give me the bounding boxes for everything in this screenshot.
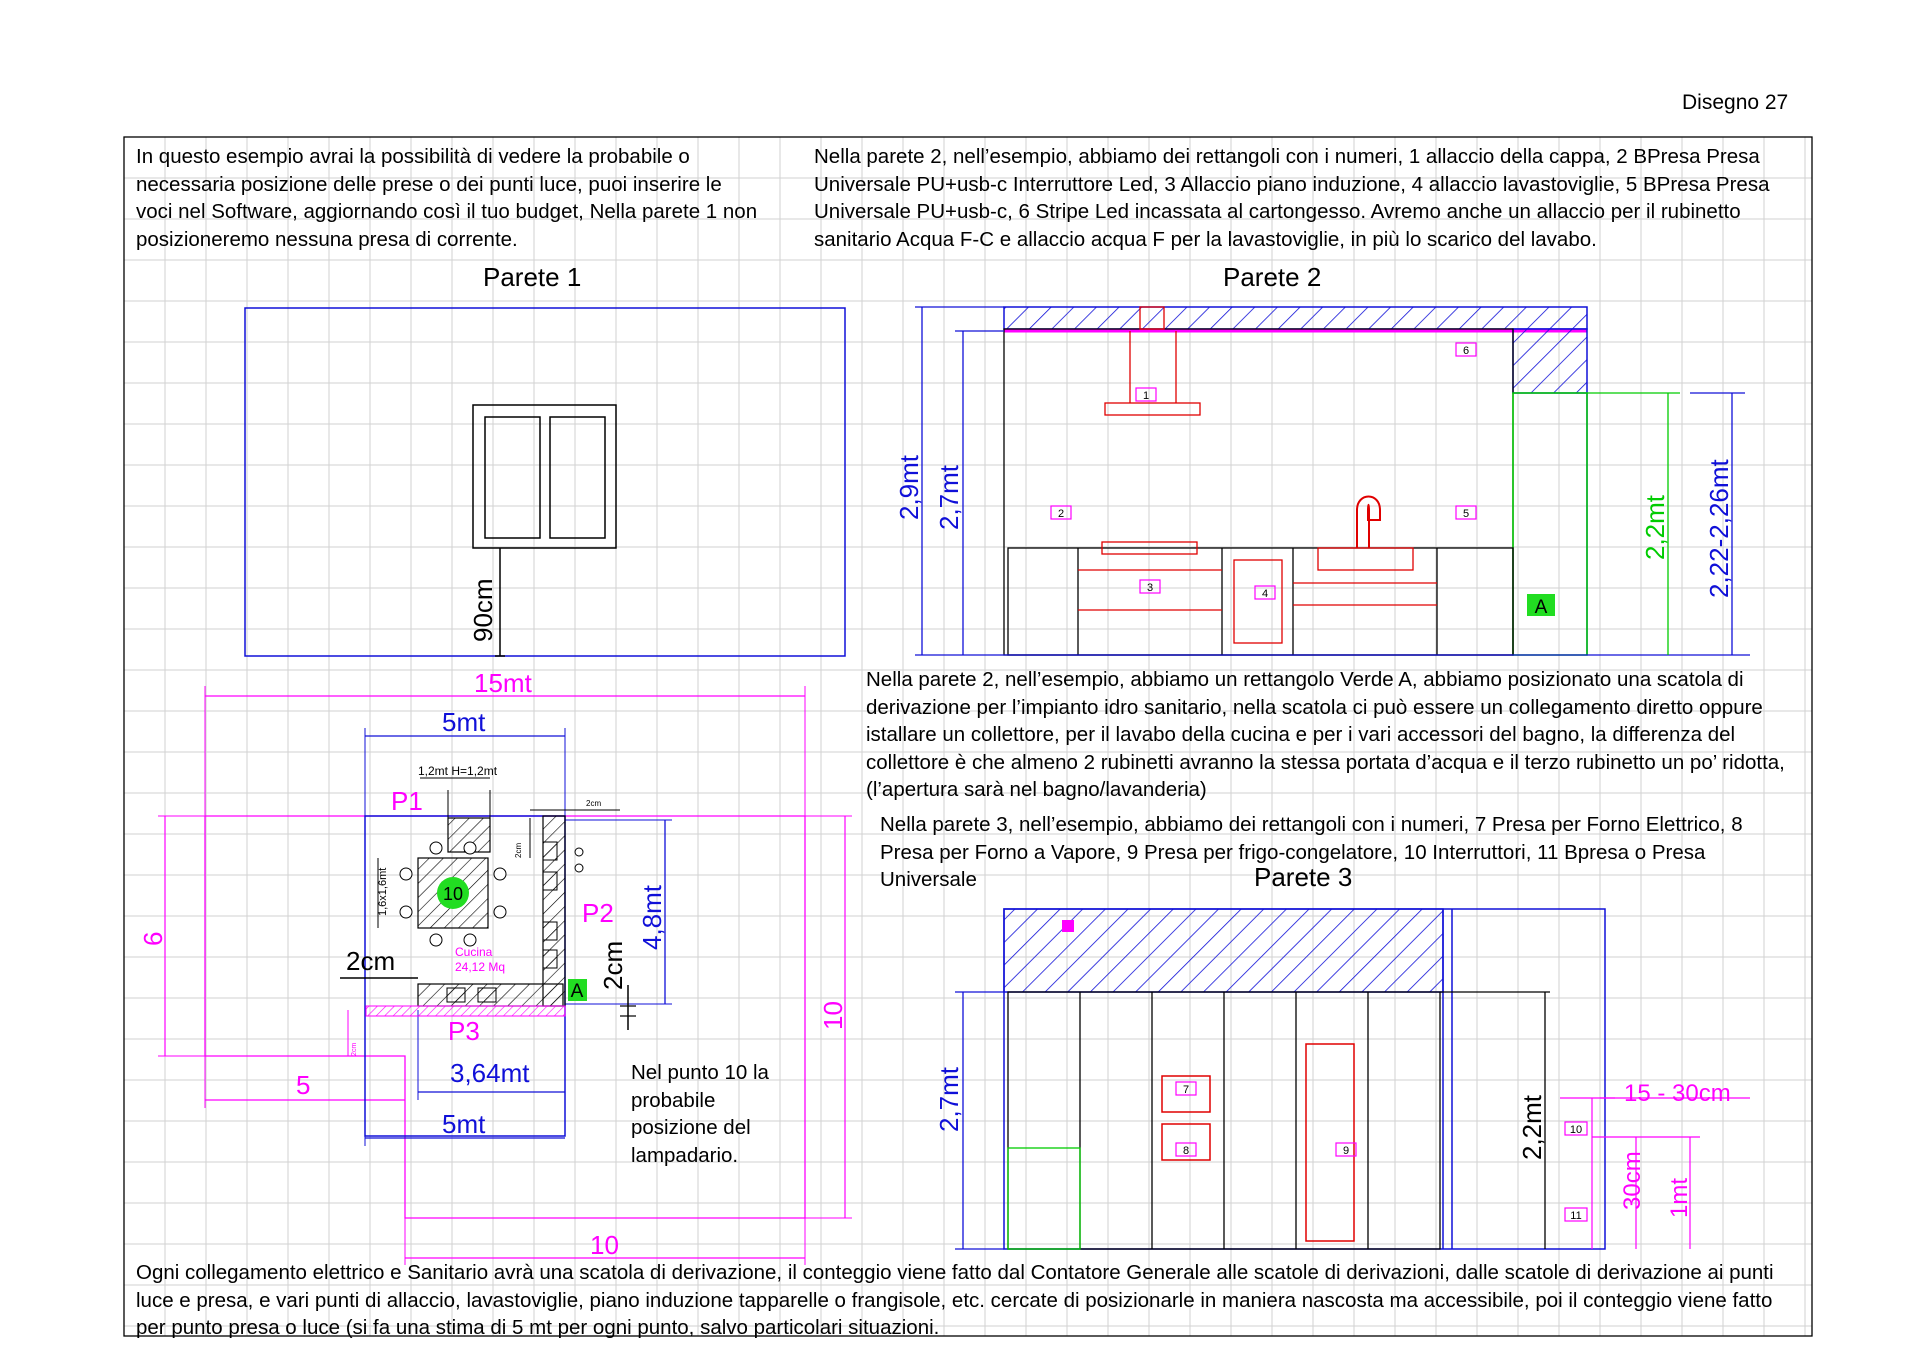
parete3-title: Parete 3 bbox=[1254, 862, 1353, 892]
parete3-marker-8 bbox=[1176, 1143, 1196, 1157]
plan-kitchen-label: Cucina bbox=[455, 945, 493, 959]
parete2-dim-2-9mt: 2,9mt bbox=[894, 454, 924, 520]
parete2-drawing bbox=[915, 307, 1750, 655]
plan-dim-6: 6 bbox=[138, 931, 168, 946]
parete3-dim-1mt: 1mt bbox=[1666, 1177, 1693, 1218]
svg-text:4: 4 bbox=[1261, 588, 1269, 600]
svg-text:5: 5 bbox=[1462, 508, 1470, 520]
plan-dim-5mt-top: 5mt bbox=[442, 707, 486, 737]
plan-dim-2cm-left: 2cm bbox=[346, 946, 396, 976]
parete2-marker-2 bbox=[1051, 506, 1071, 520]
svg-text:10: 10 bbox=[1569, 1124, 1583, 1136]
plan-dim-3-64mt: 3,64mt bbox=[450, 1058, 530, 1088]
parete3-dim-30cm: 30cm bbox=[1619, 1151, 1646, 1210]
parete2-dim-2-22-2-26mt: 2,22-2,26mt bbox=[1704, 459, 1734, 598]
parete3-marker-9 bbox=[1336, 1143, 1356, 1157]
parete2-dim-2-2mt: 2,2mt bbox=[1640, 494, 1670, 560]
svg-text:2: 2 bbox=[1057, 508, 1065, 520]
parete2-marker-6 bbox=[1456, 343, 1476, 357]
svg-text:3: 3 bbox=[1146, 582, 1154, 594]
green-a-description: Nella parete 2, nell’esempio, abbiamo un rettangolo Verde A, abbiamo posizionato una scatola di derivazione per l’impianto idro sanitario, nella scatola ci può essere un collegamento diretto oppure istallare un collettore, per il lavabo della cucina e per i vari accessori del bagno, la differenza del collettore è che almeno 2 rubinetti avranno la stessa portata d’acqua e il terzo rubinetto un po’ ridotta, (l’apertura sarà nel bagno/lavanderia) bbox=[866, 668, 1785, 801]
plan-dim-2cm-vertical: 2cm bbox=[598, 940, 628, 990]
parete1-dim-90cm: 90cm bbox=[468, 578, 498, 642]
plan-dim-2cm-top: 2cm bbox=[586, 799, 602, 808]
plan-dim-10-bottom: 10 bbox=[590, 1230, 619, 1260]
plan-dim-2cm-side: 2cm bbox=[514, 842, 523, 858]
parete3-dim-2-7mt: 2,7mt bbox=[934, 1066, 964, 1132]
svg-text:11: 11 bbox=[1570, 1210, 1582, 1222]
plan-dim-table: 1,6x1,6mt bbox=[377, 867, 389, 916]
parete2-marker-1 bbox=[1136, 388, 1156, 402]
svg-text:7: 7 bbox=[1182, 1084, 1190, 1096]
plan-label-p2: P2 bbox=[582, 898, 614, 928]
svg-text:9: 9 bbox=[1342, 1145, 1350, 1157]
parete2-dim-2-7mt: 2,7mt bbox=[934, 464, 964, 530]
plan-kitchen-area: 24,12 Mq bbox=[455, 960, 506, 974]
parete2-green-marker-a bbox=[1527, 594, 1555, 618]
parete2-marker-5 bbox=[1456, 506, 1476, 520]
plan-label-p1: P1 bbox=[391, 786, 423, 816]
floor-plan bbox=[158, 686, 852, 1265]
wall3-description: Nella parete 3, nell’esempio, abbiamo dei rettangoli con i numeri, 7 Presa per Forno Elettrico, 8 Presa per Forno a Vapore, 9 Presa per frigo-congelatore, 10 Interruttori, 11 Bpresa o Presa Universale bbox=[880, 813, 1743, 891]
plan-dim-10-right: 10 bbox=[818, 1001, 848, 1030]
plan-label-p3: P3 bbox=[448, 1016, 480, 1046]
parete3-marker-11 bbox=[1565, 1208, 1587, 1222]
point10-note: Nel punto 10 la probabile posizione del lampadario. bbox=[631, 1061, 769, 1167]
parete3-marker-7 bbox=[1176, 1082, 1196, 1096]
parete2-title: Parete 2 bbox=[1223, 262, 1322, 292]
parete3-marker-10 bbox=[1565, 1122, 1587, 1136]
svg-text:A: A bbox=[1534, 597, 1548, 618]
svg-text:A: A bbox=[570, 981, 584, 1002]
plan-dim-4-8mt: 4,8mt bbox=[637, 884, 667, 950]
plan-light-point-10: 10 bbox=[442, 884, 464, 904]
parete1-drawing bbox=[245, 308, 845, 656]
drawing-number: Disegno 27 bbox=[1682, 91, 1789, 114]
wall2-description: Nella parete 2, nell’esempio, abbiamo dei rettangoli con i numeri, 1 allaccio della cappa, 2 BPresa Presa Universale PU+usb-c Interruttore Led, 3 Allaccio piano induzione, 4 allaccio lavastoviglie, 5 BPresa Presa Universale PU+usb-c, 6 Stripe Led incassata al cartongesso. Avremo anche un allaccio per il rubinetto sanitario Acqua F-C e allaccio acqua F per la lavastoviglie, in più lo scarico del lavabo. bbox=[814, 145, 1770, 251]
plan-green-marker-a bbox=[568, 979, 587, 1002]
plan-dim-window: 1,2mt H=1,2mt bbox=[418, 764, 498, 778]
intro-text: In questo esempio avrai la possibilità di vedere la probabile o necessaria posizione delle prese o dei punti luce, puoi inserire le voci nel Software, aggiornando così il tuo budget, Nella parete 1 non posizioneremo nessuna presa di corrente. bbox=[136, 145, 758, 251]
svg-text:1: 1 bbox=[1142, 390, 1150, 402]
plan-dim-15mt: 15mt bbox=[474, 668, 532, 698]
parete3-dim-15-30cm: 15 - 30cm bbox=[1624, 1080, 1731, 1107]
parete1-title: Parete 1 bbox=[483, 262, 582, 292]
parete3-dim-2-2mt: 2,2mt bbox=[1517, 1094, 1547, 1160]
plan-dim-5: 5 bbox=[296, 1070, 311, 1100]
svg-text:6: 6 bbox=[1462, 345, 1470, 357]
svg-text:8: 8 bbox=[1182, 1145, 1190, 1157]
footer-text: Ogni collegamento elettrico e Sanitario avrà una scatola di derivazione, il conteggio viene fatto dal Contatore Generale alle scatole di derivazioni, dalle scatole di derivazione ai punti luce e presa, e vari punti di allaccio, lavastoviglie, piano induzione tapparelle o frangisole, etc. cercate di posizionarle in maniera nascosta ma accessibile, poi il conteggio viene fatto per punto presa o luce (si fa una stima di 5 mt per ogni punto, salvo particolari situazioni. bbox=[136, 1261, 1774, 1339]
parete2-marker-3 bbox=[1140, 580, 1160, 594]
plan-dim-2cm-lower: 2cm bbox=[351, 1042, 358, 1056]
plan-dim-5mt-bottom: 5mt bbox=[442, 1109, 486, 1139]
